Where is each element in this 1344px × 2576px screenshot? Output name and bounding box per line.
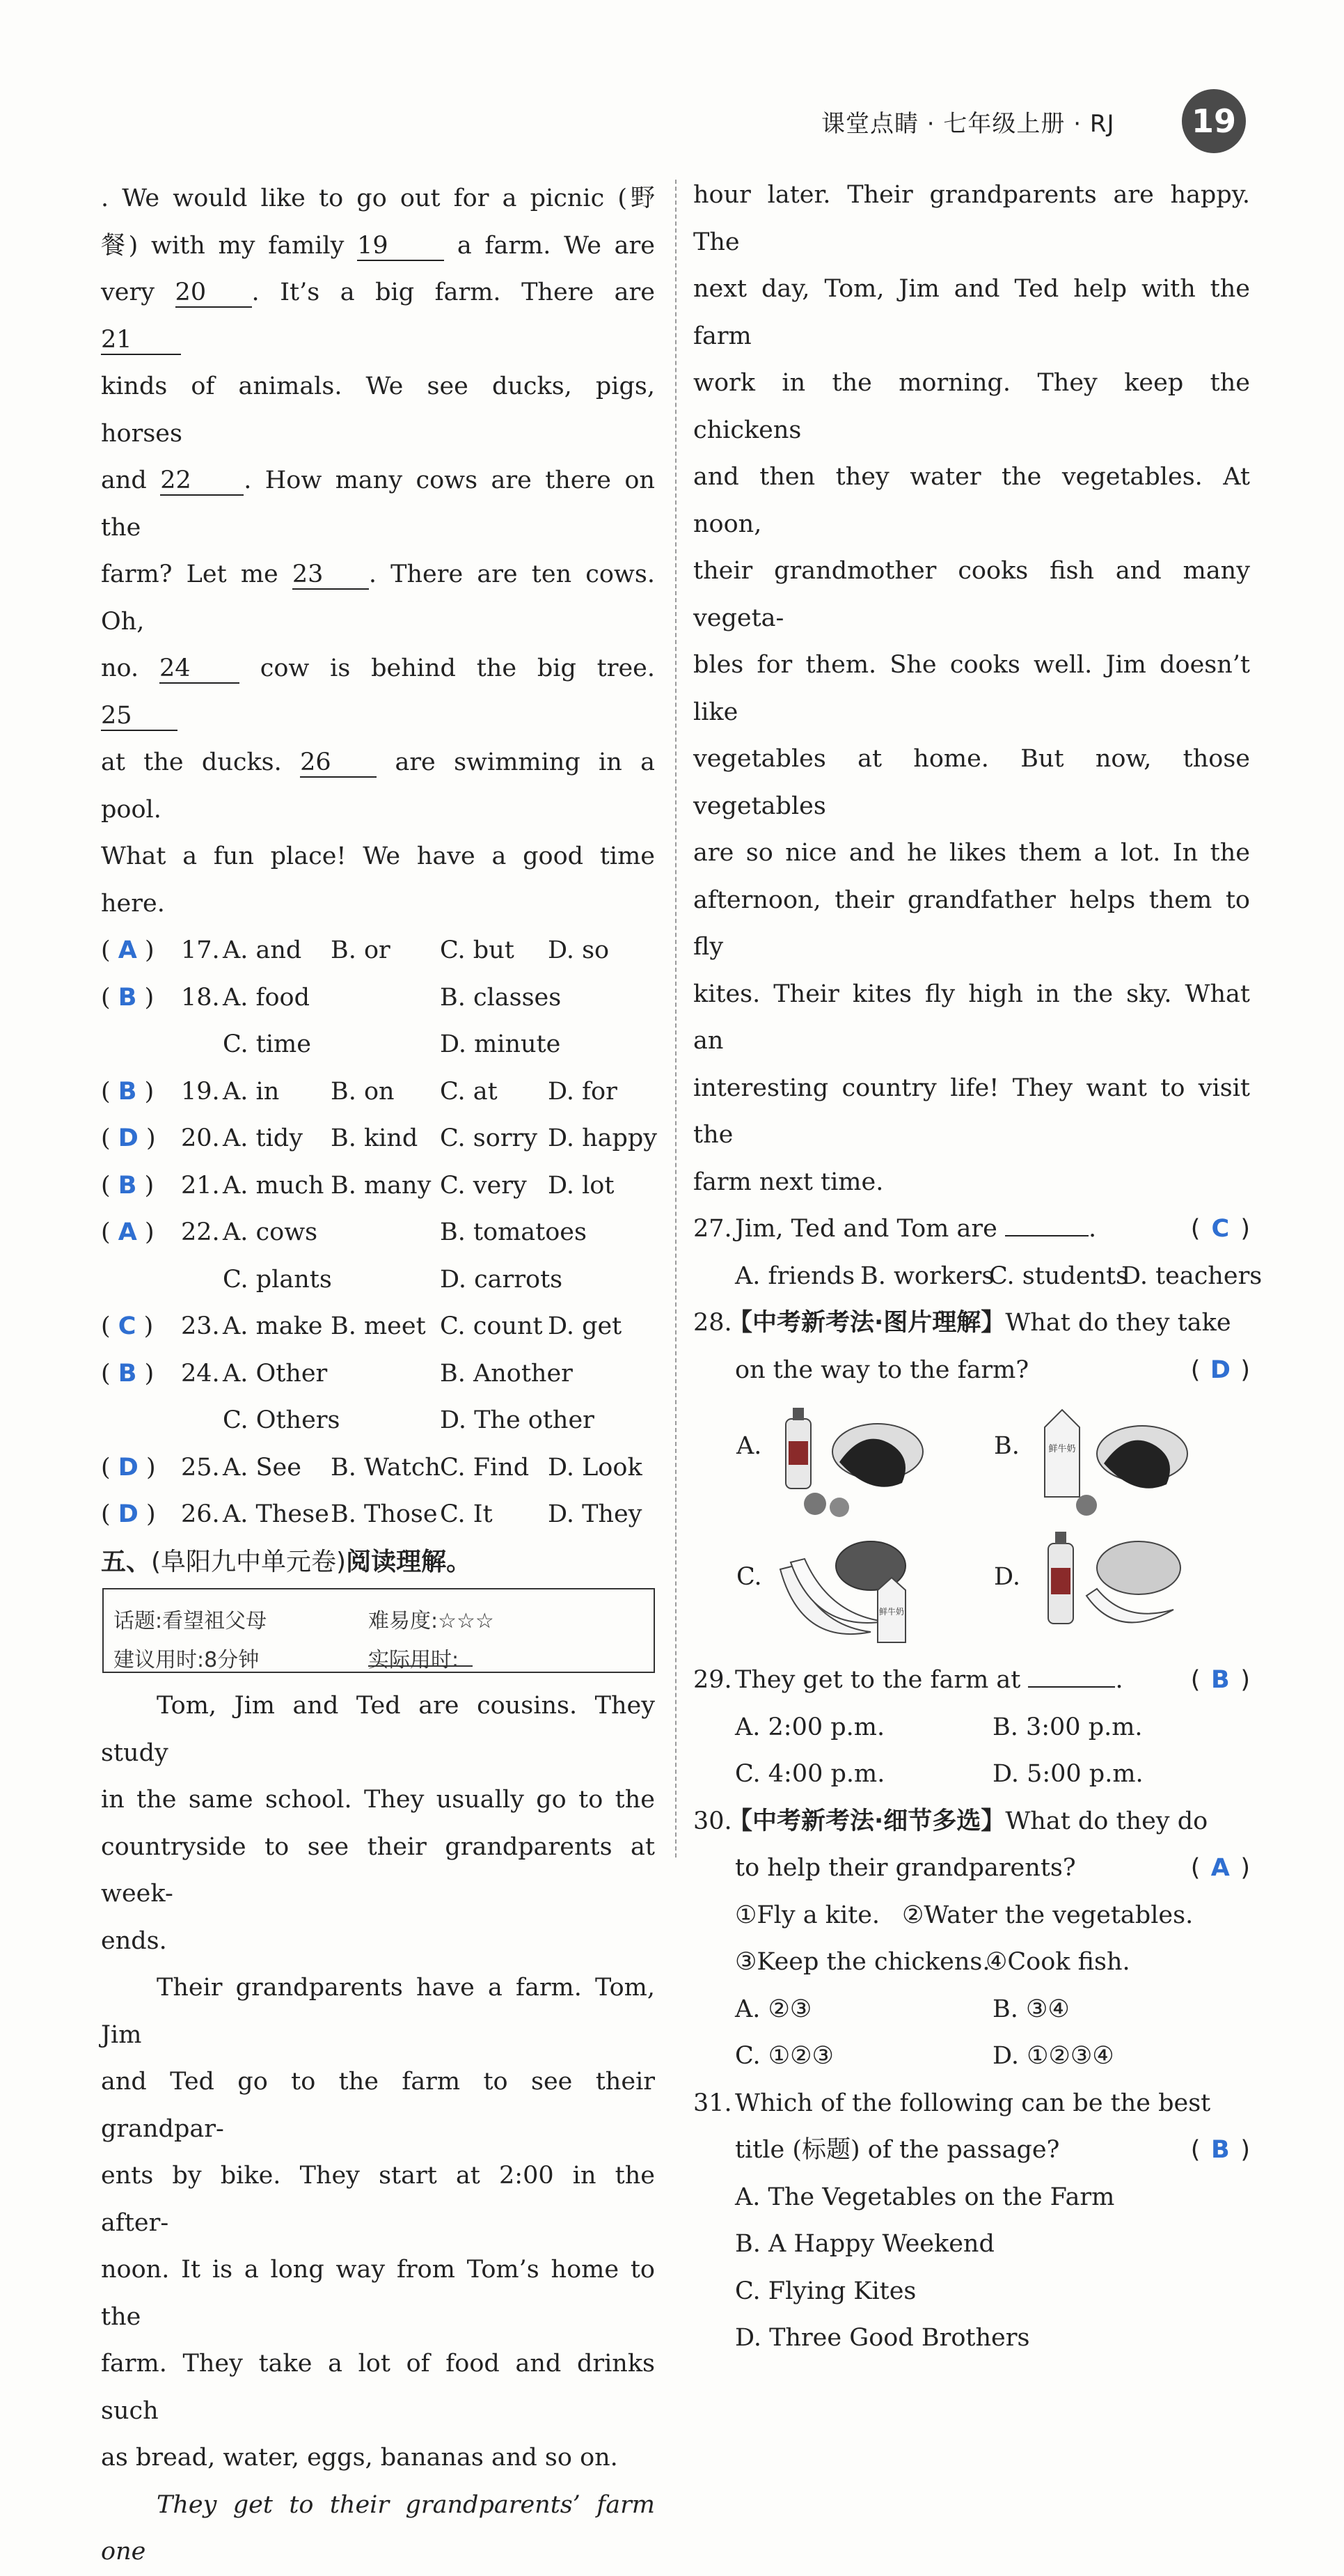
option-a: A. These [223,1500,329,1528]
option-a: A. in [223,1077,280,1106]
passage-line: farm. They take a lot of food and drinks such [101,2350,655,2425]
answer-29: B [1211,1666,1230,1694]
question-29-options-2 [693,1751,1250,1798]
option-b: B. Watch [331,1453,441,1482]
choice-row-19: ( B ) 19. A. in B. on C. at D. for [101,1069,655,1116]
right-column [693,172,1263,2362]
option-b: B. 3:00 p.m. [993,1713,1143,1741]
passage-line: Their grandparents have a farm. Tom, Jim [101,1974,655,2049]
question-30: 30. 【中考新考法·细节多选】What do they do [693,1807,1208,1835]
choice-row-24: ( B ) 24. A. Other B. Another [101,1351,655,1398]
answer-22: A [118,1218,137,1246]
blank-25: 25 [101,702,177,731]
answer-26: D [118,1500,139,1528]
passage-line: their grandmother cooks fish and many vegeta- [693,557,1250,632]
option-a: A. 2:00 p.m. [735,1713,885,1741]
choice-row-24-cont [101,1397,655,1445]
blank-24: 24 [159,654,239,684]
option-c: C. Find [440,1453,530,1482]
cloze-line: farm? Let me 23 . There are ten cows. Oh, [101,560,655,636]
option-c: C. sorry [440,1124,538,1152]
cloze-line: What a fun place! We have a good time here. [101,842,655,918]
answer-25: D [118,1453,139,1482]
option-c: C. time [223,1030,311,1058]
choice-row-20: ( D ) 20. A. tidy B. kind C. sorry D. happy [101,1115,655,1163]
question-31-option-c: C. Flying Kites [735,2277,917,2305]
cloze-line: kinds of animals. We see ducks, pigs, horses [101,372,655,448]
option-d: D. 5:00 p.m. [993,1760,1144,1788]
option-d: D. lot [548,1171,615,1200]
blank-22: 22 [160,466,244,496]
option-c: C. ①②③ [735,2042,834,2070]
passage-line: Tom, Jim and Ted are cousins. They study [101,1692,655,1767]
passage-line: work in the morning. They keep the chickens [693,369,1250,444]
passage-right [693,172,1250,1206]
answer-24: B [118,1359,137,1388]
option-d: D. get [548,1312,622,1340]
question-tag: 【中考新考法·细节多选】 [728,1807,1006,1835]
passage-line: in the same school. They usually go to the [101,1786,655,1814]
passage-line: ents by bike. They start at 2:00 in the after- [101,2162,655,2237]
option-a: A. much [223,1171,324,1200]
blank-20: 20 [175,278,252,308]
option-d: D. carrots [440,1265,563,1294]
question-31-cont: title (标题) of the passage? ( B ) [693,2127,1250,2174]
answer-21: B [118,1171,137,1200]
answer-18: B [118,983,137,1012]
passage-line: and Ted go to the farm to see their grandpar- [101,2068,655,2143]
passage-line: ends. [101,1926,167,1955]
option-c: C. count [440,1312,543,1340]
svg-text:鲜牛奶: 鲜牛奶 [1048,1444,1076,1454]
option-d: D. minute [440,1030,561,1058]
option-b: B. ③④ [993,1995,1070,2023]
option-a: A. make [223,1312,323,1340]
option-c: C. It [440,1500,493,1528]
question-29: 29. They get to the farm at . ( B ) [693,1657,1250,1704]
cloze-line: and 22 . How many cows are there on the [101,466,655,542]
option-c: C. 4:00 p.m. [735,1760,885,1788]
option-b: B. or [331,936,390,964]
choice-row-23: ( C ) 23. A. make B. meet C. count D. get [101,1303,655,1351]
cloze-line: 餐) with my family 19 a farm. We are [101,231,655,260]
passage-line: They get to their grandparents’ farm one [101,2490,655,2566]
section-five-title: 五、(阜阳九中单元卷)阅读理解。 [101,1547,472,1576]
choice-row-18: ( B ) 18. A. food B. classes [101,975,655,1022]
option-b: B. meet [331,1312,426,1340]
picture-c-bananas-bread-milk [773,1527,940,1649]
answer-20: D [118,1124,139,1152]
cloze-line: no. 24 cow is behind the big tree. 25 [101,654,655,730]
reading-info-box [102,1588,655,1673]
passage-line: farm next time. [693,1168,884,1196]
choice-row-21: ( B ) 21. A. much B. many C. very D. lot [101,1163,655,1210]
passage-line: vegetables at home. But now, those vegetables [693,745,1250,820]
option-d: D. ①②③④ [993,2042,1114,2070]
answer-23: C [118,1312,136,1340]
option-b: B. Those [331,1500,438,1528]
option-a: A. cows [223,1218,318,1246]
difficulty-label: 难易度:☆☆☆ [368,1609,494,1633]
option-c: C. very [440,1171,527,1200]
option-a: A. friends [735,1262,855,1290]
passage-line: kites. Their kites fly high in the sky. What an [693,980,1250,1055]
option-c: C. plants [223,1265,332,1294]
question-28: 28. 【中考新考法·图片理解】What do they take [693,1309,1231,1337]
option-b: B. tomatoes [440,1218,587,1246]
question-29-options-1 [693,1704,1250,1752]
picture-d-water-bread-bananas [1034,1519,1201,1641]
question-27-options [693,1253,1263,1301]
option-b: B. workers [860,1262,995,1290]
question-27: 27. Jim, Ted and Tom are . ( C ) [693,1206,1250,1253]
option-b: B. classes [440,983,562,1012]
blank-23: 23 [292,560,369,590]
option-d: D. happy [548,1124,658,1152]
choice-row-26: ( D ) 26. A. These B. Those C. It D. They [101,1491,655,1539]
suggested-time-label: 建议用时:8分钟 [113,1648,260,1672]
choice-row-22-cont [101,1257,655,1304]
blank-21: 21 [101,326,181,355]
choice-row-18-cont [101,1021,655,1069]
blank-26: 26 [300,748,377,778]
choice-row-25: ( D ) 25. A. See B. Watch C. Find D. Look [101,1445,655,1492]
option-d: D. The other [440,1406,594,1434]
option-d: D. Look [548,1453,642,1482]
actual-time-label: 实际用时: [368,1637,473,1684]
topic-label: 话题:看望祖父母 [113,1609,267,1633]
question-30-options-1 [693,1986,1250,2034]
question-31: 31. Which of the following can be the best [693,2089,1211,2117]
option-d: D. for [548,1077,617,1106]
answer-28: D [1210,1356,1231,1384]
passage-line: as bread, water, eggs, bananas and so on. [101,2444,618,2472]
choice-row-17: ( A ) 17. A. and B. or C. but D. so [101,927,655,975]
option-b: B. on [331,1077,395,1106]
option-c: C. but [440,936,514,964]
option-a: A. tidy [223,1124,303,1152]
question-31-option-d: D. Three Good Brothers [735,2324,1030,2352]
answer-19: B [118,1077,137,1106]
option-a: A. ②③ [735,1995,812,2023]
svg-text:鲜牛奶: 鲜牛奶 [878,1607,905,1617]
answer-30: A [1210,1854,1230,1882]
option-a: A. and [223,936,302,964]
option-d: D. teachers [1121,1262,1263,1290]
option-d: D. They [548,1500,642,1528]
column-divider [675,180,677,1858]
passage-line: interesting country life! They want to visit the [693,1074,1250,1149]
left-column [101,175,658,2576]
answer-31: B [1211,2136,1230,2164]
option-c: C. at [440,1077,498,1106]
question-28-cont: on the way to the farm? ( D ) [693,1347,1250,1395]
passage-line: hour later. Their grandparents are happy. The [693,181,1250,256]
option-b: B. kind [331,1124,418,1152]
question-30-cont: to help their grandparents? ( A ) [693,1845,1250,1892]
header-title: 课堂点睛 · 七年级上册 · RJ [821,110,1115,138]
question-30-statements-2: ③Keep the chickens. ④Cook fish. [735,1948,1130,1976]
answer-27: C [1211,1215,1230,1243]
page-number-badge: 19 [1182,89,1246,153]
cloze-line: at the ducks. 26 are swimming in a pool. [101,748,655,824]
passage-line: bles for them. She cooks well. Jim doesn’t like [693,651,1250,726]
cloze-line: . We would like to go out for a picnic (野 [101,184,655,212]
question-tag: 【中考新考法·图片理解】 [728,1309,1006,1337]
question-30-statements-1: ①Fly a kite. ②Water the vegetables. [735,1901,1194,1929]
answer-17: A [118,936,137,964]
option-a: A. food [223,983,310,1012]
option-a: A. See [223,1453,301,1482]
passage-line: are so nice and he likes them a lot. In the [693,839,1250,867]
passage-line: and then they water the vegetables. At noon, [693,463,1250,538]
option-b: B. Another [440,1359,573,1388]
picture-options-28: A. B. 鲜牛奶 C. 鲜牛奶 D. [693,1394,1250,1657]
passage-left [101,1683,655,2576]
picture-a-water-bread-gloves [773,1399,940,1521]
passage-line: noon. It is a long way from Tom’s home to the [101,2256,655,2331]
option-c: C. students [989,1262,1129,1290]
question-31-option-a: A. The Vegetables on the Farm [735,2183,1115,2211]
picture-b-milk-bread-gloves [1034,1399,1201,1521]
passage-line: next day, Tom, Jim and Ted help with the farm [693,275,1250,350]
question-30-options-2 [693,2033,1250,2080]
question-31-option-b: B. A Happy Weekend [735,2230,995,2258]
option-c: C. Others [223,1406,340,1434]
choice-row-22: ( A ) 22. A. cows B. tomatoes [101,1209,655,1257]
option-b: B. many [331,1171,432,1200]
blank-19: 19 [357,232,444,261]
cloze-line: very 20 . It’s a big farm. There are 21 [101,278,655,354]
option-a: A. Other [223,1359,328,1388]
passage-line: afternoon, their grandfather helps them to fly [693,886,1250,961]
option-d: D. so [548,936,610,964]
passage-line: countryside to see their grandparents at week- [101,1832,655,1908]
